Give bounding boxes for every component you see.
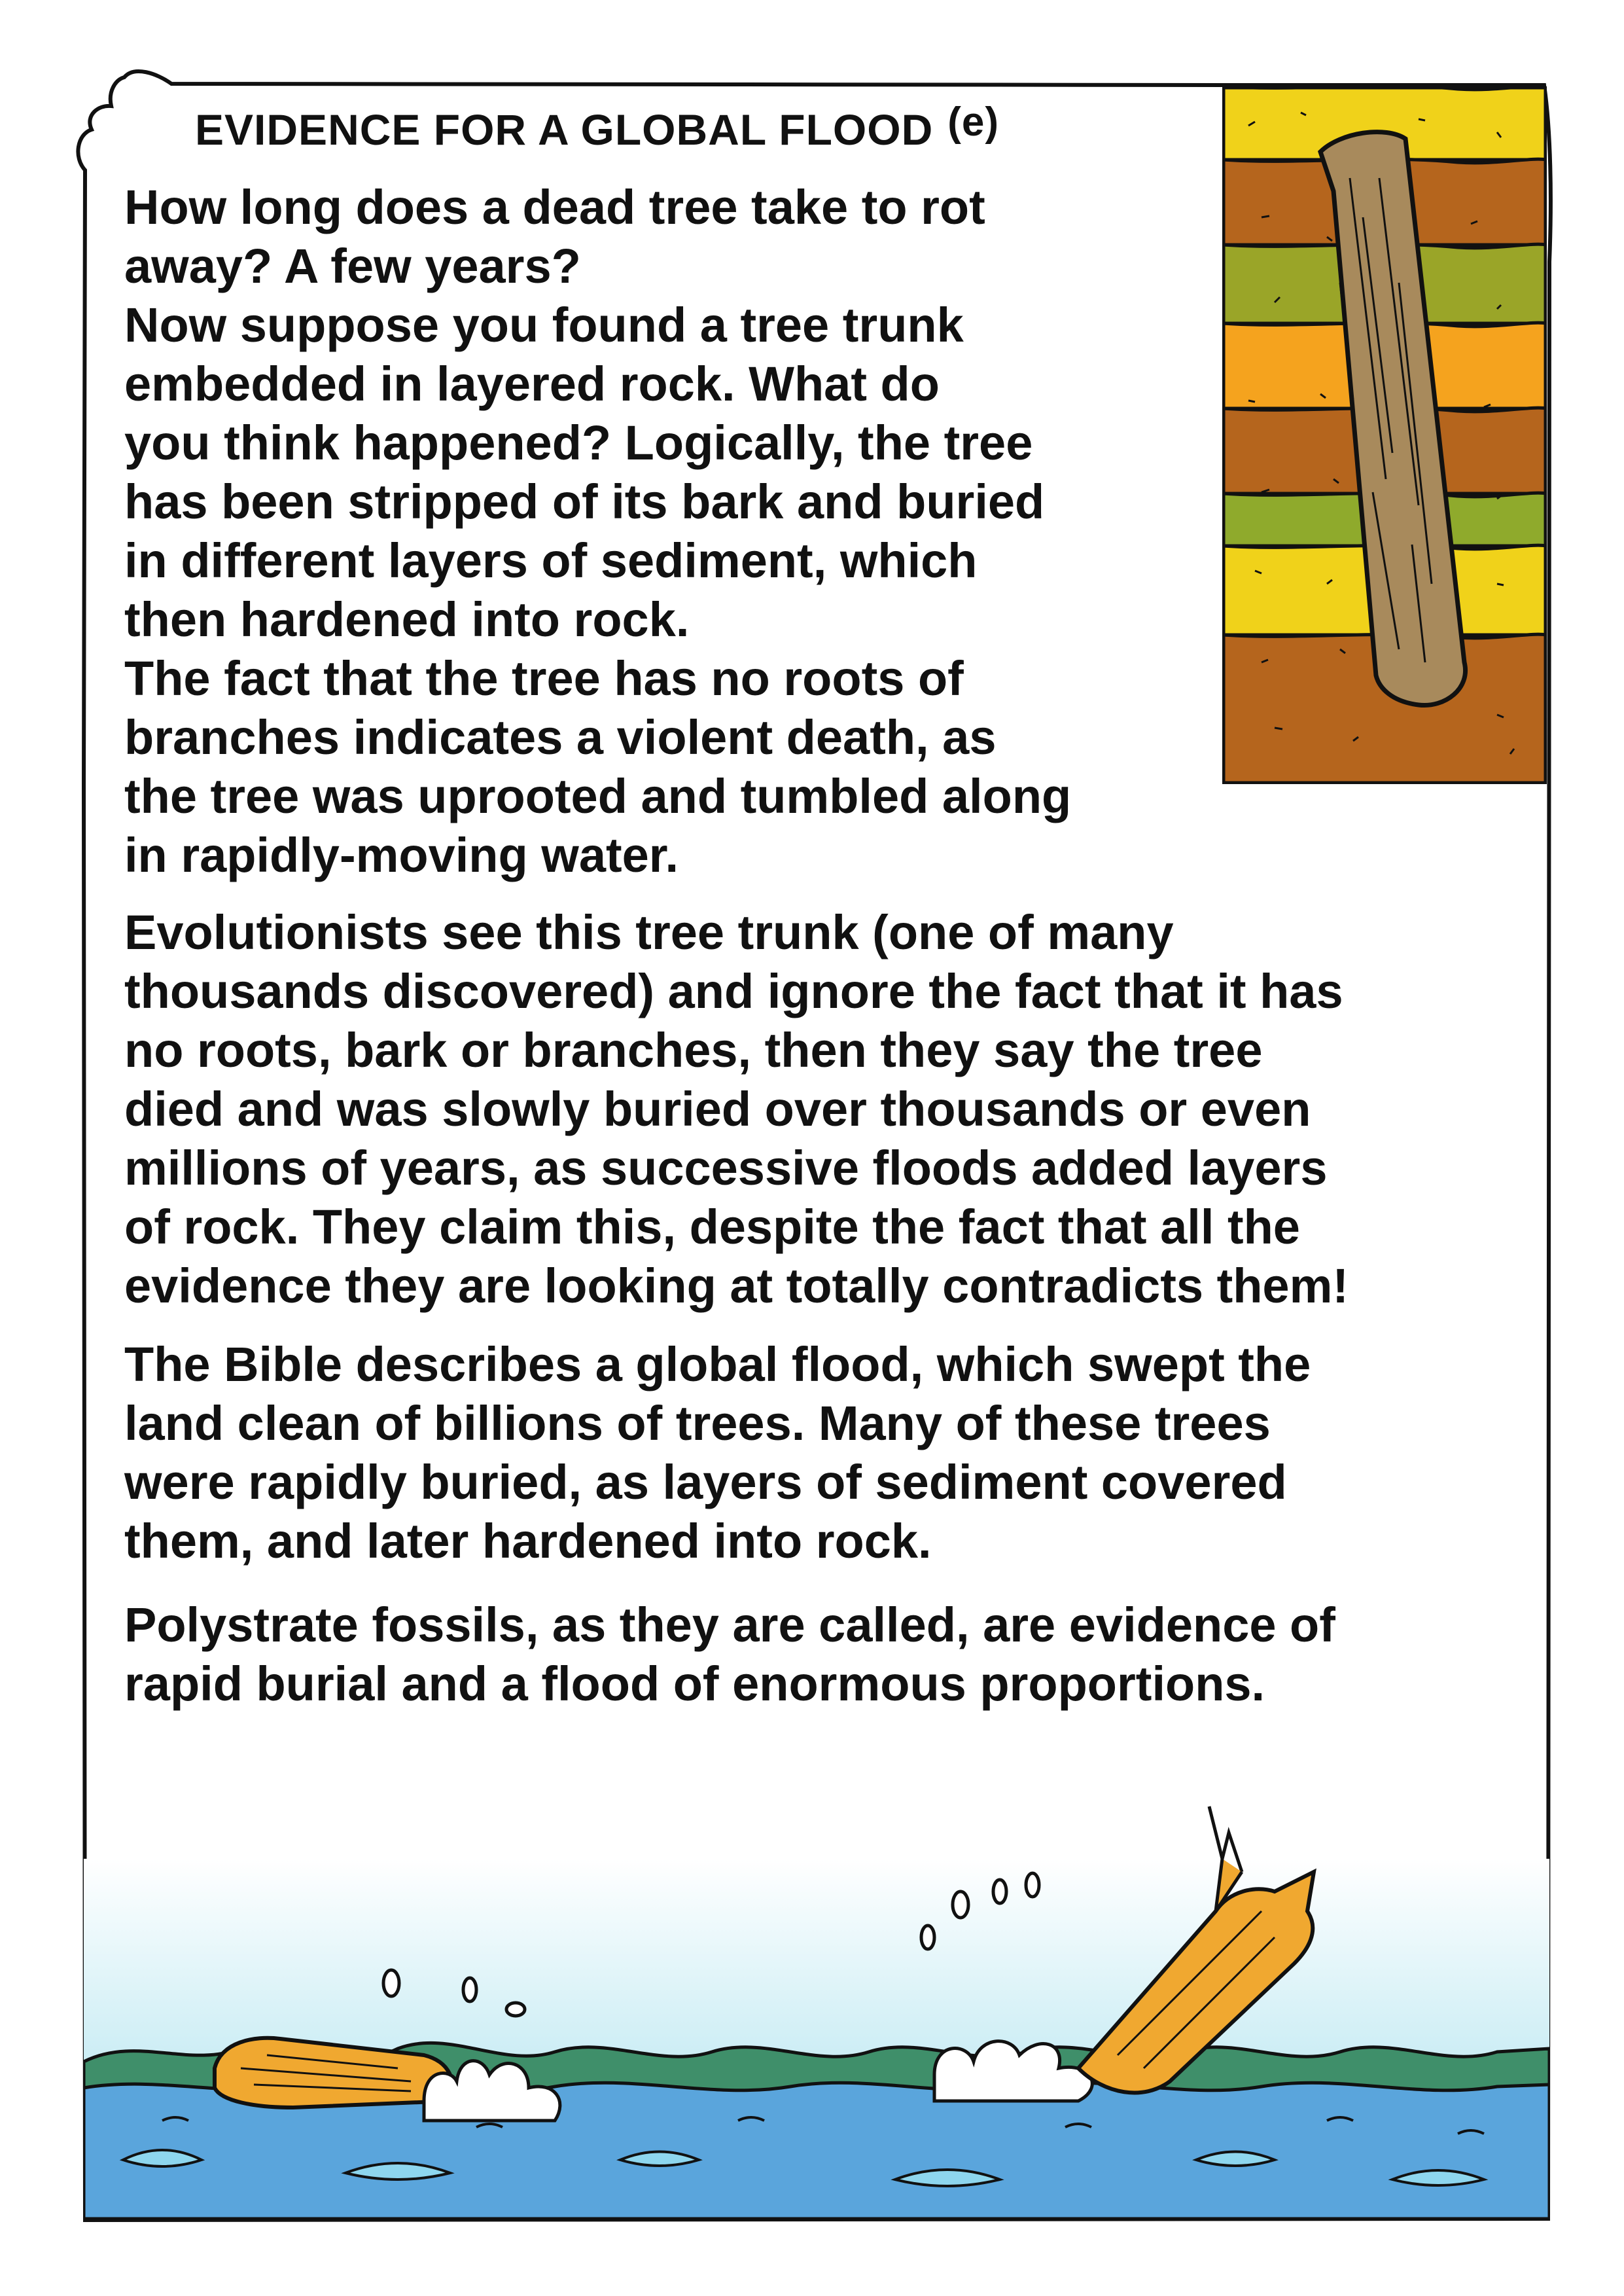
- flood-illustration: [84, 1793, 1549, 2225]
- intro-paragraph: [124, 178, 1071, 885]
- rock-strata-illustration: [1222, 86, 1547, 784]
- text-line: no roots, bark or branches, then they say the tree: [124, 1023, 1263, 1077]
- text-line: millions of years, as successive floods added layers: [124, 1141, 1328, 1195]
- text-line: land clean of billions of trees. Many of these trees: [124, 1396, 1271, 1450]
- text-line: Now suppose you found a tree trunk: [124, 298, 964, 352]
- text-line: The Bible describes a global flood, which swept the: [124, 1337, 1311, 1391]
- polystrate-paragraph: [124, 1596, 1335, 1713]
- text-line: were rapidly buried, as layers of sediment covered: [124, 1455, 1287, 1509]
- text-line: of rock. They claim this, despite the fact that all the: [124, 1200, 1300, 1254]
- text-line: How long does a dead tree take to rot: [124, 180, 985, 234]
- text-line: died and was slowly buried over thousands or even: [124, 1082, 1311, 1136]
- evolutionists-paragraph: [124, 903, 1349, 1316]
- text-line: in different layers of sediment, which: [124, 533, 978, 588]
- text-line: Evolutionists see this tree trunk (one of many: [124, 905, 1174, 960]
- text-line: the tree was uprooted and tumbled along: [124, 769, 1072, 823]
- text-line: you think happened? Logically, the tree: [124, 416, 1033, 470]
- page-title: [195, 99, 1000, 154]
- text-line: branches indicates a violent death, as: [124, 710, 997, 764]
- text-line: evidence they are looking at totally contradicts them!: [124, 1259, 1349, 1313]
- text-line: has been stripped of its bark and buried: [124, 475, 1045, 529]
- text-line: rapid burial and a flood of enormous proportions.: [124, 1657, 1265, 1711]
- text-line: The fact that the tree has no roots of: [124, 651, 964, 706]
- text-line: them, and later hardened into rock.: [124, 1514, 932, 1568]
- bible-paragraph: [124, 1335, 1311, 1571]
- text-line: in rapidly-moving water.: [124, 828, 679, 882]
- text-line: thousands discovered) and ignore the fact that it has: [124, 964, 1343, 1018]
- title-suffix: (e): [947, 99, 1000, 145]
- text-line: then hardened into rock.: [124, 592, 690, 647]
- text-line: away? A few years?: [124, 239, 581, 293]
- text-line: Polystrate fossils, as they are called, are evidence of: [124, 1598, 1335, 1652]
- text-line: embedded in layered rock. What do: [124, 357, 940, 411]
- title-text: EVIDENCE FOR A GLOBAL FLOOD: [195, 105, 934, 154]
